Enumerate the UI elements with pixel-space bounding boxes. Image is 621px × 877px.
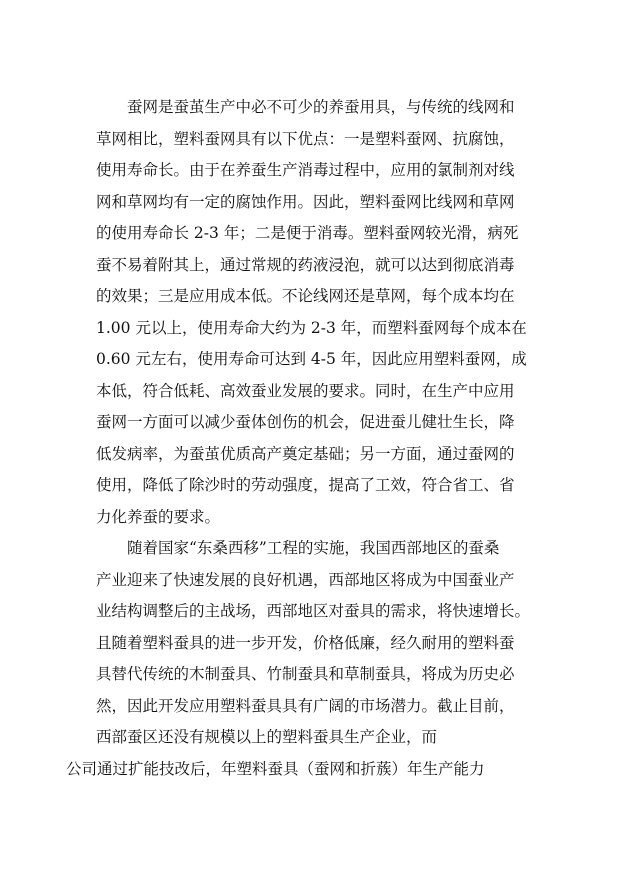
text-line: 力化养蚕的要求。 — [96, 507, 221, 526]
text-line: 0.60 元左右，使用寿命可达到 4-5 年，因此应用塑料蚕网，成 — [96, 350, 527, 368]
text-line: 蚕网是蚕茧生产中必不可少的养蚕用具，与传统的线网和 — [127, 98, 515, 116]
text-line: 具替代传统的木制蚕具、竹制蚕具和草制蚕具，将成为历史必 — [96, 665, 515, 683]
body-text — [66, 92, 531, 785]
text-line: 产业迎来了快速发展的良好机遇，西部地区将成为中国蚕业产 — [96, 570, 515, 589]
text-line: 且随着塑料蚕具的进一步开发，价格低廉，经久耐用的塑料蚕 — [96, 633, 515, 652]
text-line: 然，因此开发应用塑料蚕具具有广阔的市场潜力。截止目前， — [96, 696, 515, 715]
text-line: 草网相比，塑料蚕网具有以下优点：一是塑料蚕网、抗腐蚀， — [96, 129, 515, 148]
text-line: 蚕不易着附其上，通过常规的药液浸泡，就可以达到彻底消毒 — [96, 255, 515, 274]
text-line: 的使用寿命长 2-3 年；二是便于消毒。塑料蚕网较光滑，病死 — [96, 224, 519, 242]
text-line: 使用，降低了除沙时的劳动强度，提高了工效，符合省工、省 — [96, 476, 515, 494]
text-line: 本低，符合低耗、高效蚕业发展的要求。同时，在生产中应用 — [96, 381, 515, 400]
text-line: 业结构调整后的主战场，西部地区对蚕具的需求，将快速增长。 — [96, 602, 531, 620]
text-line: 西部蚕区还没有规模以上的塑料蚕具生产企业，而 — [96, 728, 438, 746]
text-line: 使用寿命长。由于在养蚕生产消毒过程中，应用的氯制剂对线 — [96, 161, 515, 179]
text-line: 1.00 元以上，使用寿命大约为 2-3 年，而塑料蚕网每个成本在 — [96, 318, 527, 337]
paragraph-1 — [96, 92, 528, 533]
text-line: 蚕网一方面可以减少蚕体创伤的机会，促进蚕儿健壮生长，降 — [96, 413, 515, 431]
text-line: 的效果；三是应用成本低。不论线网还是草网，每个成本均在 — [96, 287, 515, 305]
text-line: 网和草网均有一定的腐蚀作用。因此，塑料蚕网比线网和草网 — [96, 192, 515, 211]
paragraph-2 — [66, 533, 531, 785]
text-line: 低发病率，为蚕茧优质高产奠定基础；另一方面，通过蚕网的 — [96, 444, 515, 463]
text-line: 公司通过扩能技改后，年塑料蚕具（蚕网和折蔟）年生产能力 — [66, 759, 485, 778]
text-line: 随着国家“东桑西移”工程的实施，我国西部地区的蚕桑 — [127, 539, 500, 557]
